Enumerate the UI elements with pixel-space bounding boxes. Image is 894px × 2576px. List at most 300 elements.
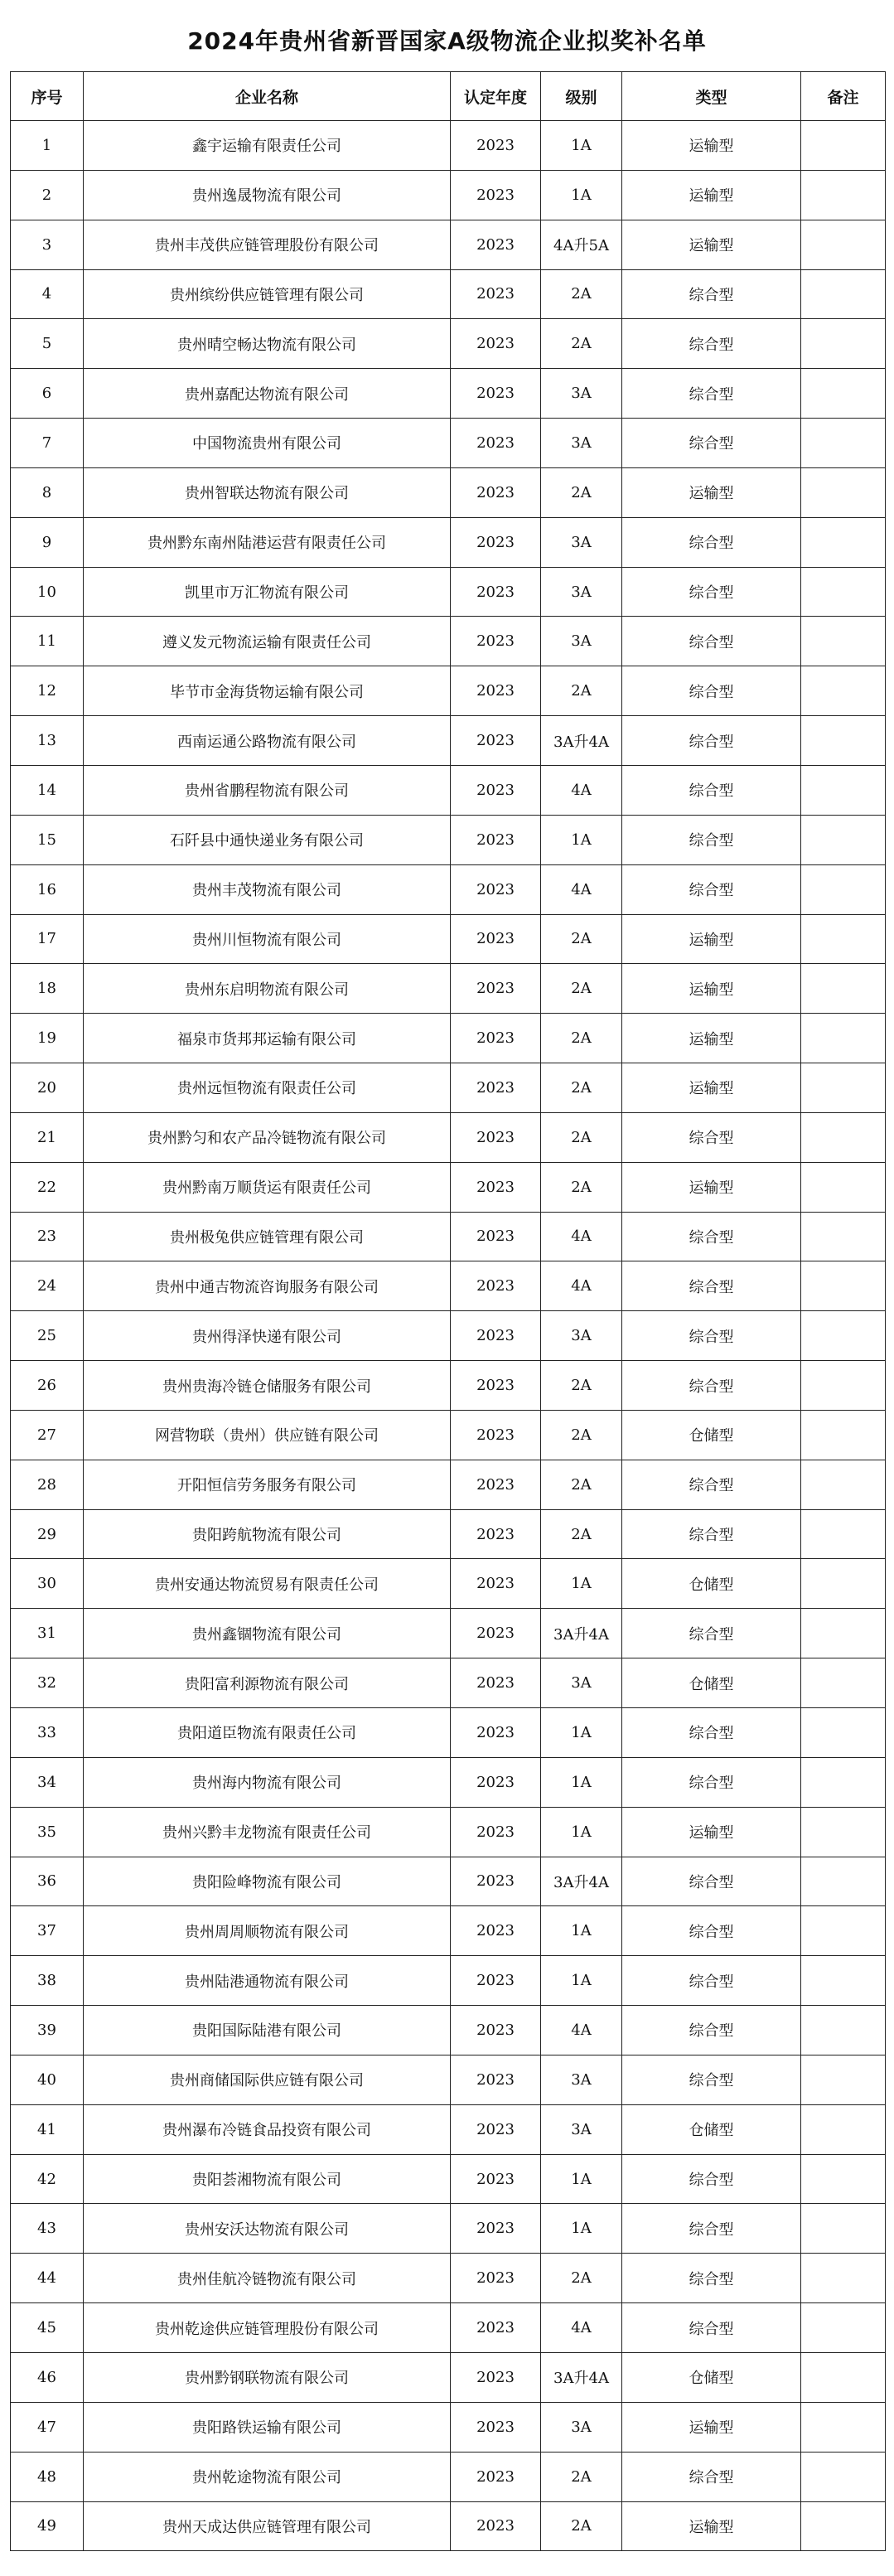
remarks-cell bbox=[801, 2104, 886, 2154]
remarks-cell bbox=[801, 170, 886, 220]
row-index-cell: 30 bbox=[11, 1559, 84, 1609]
type-cell: 综合型 bbox=[622, 815, 801, 864]
certified-year-cell: 2023 bbox=[451, 2254, 541, 2303]
table-row bbox=[11, 1509, 886, 1559]
remarks-cell bbox=[801, 2303, 886, 2353]
remarks-cell bbox=[801, 1956, 886, 2006]
table-row bbox=[11, 716, 886, 766]
level-cell: 3A bbox=[541, 2402, 622, 2452]
company-name-cell: 贵州丰茂供应链管理股份有限公司 bbox=[84, 220, 451, 269]
row-index-cell: 26 bbox=[11, 1361, 84, 1411]
table-row bbox=[11, 2303, 886, 2353]
company-name-cell: 贵州海内物流有限公司 bbox=[84, 1757, 451, 1807]
row-index-cell: 23 bbox=[11, 1212, 84, 1261]
row-index-cell: 47 bbox=[11, 2402, 84, 2452]
row-index-cell: 45 bbox=[11, 2303, 84, 2353]
company-name-cell: 贵州丰茂物流有限公司 bbox=[84, 864, 451, 914]
type-cell: 综合型 bbox=[622, 1212, 801, 1261]
row-index-cell: 37 bbox=[11, 1906, 84, 1956]
table-row bbox=[11, 517, 886, 567]
certified-year-cell: 2023 bbox=[451, 765, 541, 815]
table-row bbox=[11, 2204, 886, 2254]
table-row bbox=[11, 567, 886, 617]
company-name-cell: 贵阳国际陆港有限公司 bbox=[84, 2006, 451, 2055]
enterprise-list-table bbox=[10, 71, 886, 2551]
certified-year-cell: 2023 bbox=[451, 1807, 541, 1857]
certified-year-cell: 2023 bbox=[451, 864, 541, 914]
type-cell: 综合型 bbox=[622, 1460, 801, 1509]
level-cell: 2A bbox=[541, 666, 622, 716]
remarks-cell bbox=[801, 716, 886, 766]
row-index-cell: 33 bbox=[11, 1708, 84, 1758]
row-index-cell: 3 bbox=[11, 220, 84, 269]
certified-year-cell: 2023 bbox=[451, 1361, 541, 1411]
table-row bbox=[11, 1757, 886, 1807]
type-cell: 仓储型 bbox=[622, 1410, 801, 1460]
type-cell: 综合型 bbox=[622, 2452, 801, 2501]
table-row bbox=[11, 1906, 886, 1956]
certified-year-cell: 2023 bbox=[451, 2154, 541, 2204]
company-name-cell: 贵州天成达供应链管理有限公司 bbox=[84, 2501, 451, 2551]
certified-year-cell: 2023 bbox=[451, 2006, 541, 2055]
table-row bbox=[11, 2154, 886, 2204]
type-cell: 综合型 bbox=[622, 666, 801, 716]
company-name-cell: 贵州智联达物流有限公司 bbox=[84, 467, 451, 517]
table-row bbox=[11, 269, 886, 319]
row-index-cell: 34 bbox=[11, 1757, 84, 1807]
level-cell: 4A bbox=[541, 765, 622, 815]
type-cell: 综合型 bbox=[622, 617, 801, 666]
certified-year-cell: 2023 bbox=[451, 914, 541, 964]
level-cell: 1A bbox=[541, 1559, 622, 1609]
type-cell: 综合型 bbox=[622, 1509, 801, 1559]
table-row bbox=[11, 2055, 886, 2104]
row-index-cell: 32 bbox=[11, 1658, 84, 1708]
row-index-cell: 35 bbox=[11, 1807, 84, 1857]
company-name-cell: 贵州嘉配达物流有限公司 bbox=[84, 369, 451, 419]
certified-year-cell: 2023 bbox=[451, 1162, 541, 1212]
company-name-cell: 贵州周周顺物流有限公司 bbox=[84, 1906, 451, 1956]
company-name-cell: 贵州鑫锢物流有限公司 bbox=[84, 1609, 451, 1658]
level-cell: 1A bbox=[541, 170, 622, 220]
type-cell: 综合型 bbox=[622, 2055, 801, 2104]
type-cell: 运输型 bbox=[622, 914, 801, 964]
level-cell: 3A bbox=[541, 567, 622, 617]
type-cell: 运输型 bbox=[622, 2402, 801, 2452]
table-row bbox=[11, 1311, 886, 1361]
level-cell: 4A bbox=[541, 2303, 622, 2353]
remarks-cell bbox=[801, 1658, 886, 1708]
remarks-cell bbox=[801, 2254, 886, 2303]
remarks-cell bbox=[801, 1014, 886, 1063]
level-cell: 2A bbox=[541, 2452, 622, 2501]
remarks-cell bbox=[801, 517, 886, 567]
remarks-cell bbox=[801, 2352, 886, 2402]
table-row bbox=[11, 666, 886, 716]
level-cell: 1A bbox=[541, 1956, 622, 2006]
level-cell: 1A bbox=[541, 1708, 622, 1758]
company-name-cell: 贵州逸晟物流有限公司 bbox=[84, 170, 451, 220]
level-cell: 2A bbox=[541, 467, 622, 517]
company-name-cell: 贵州黔钢联物流有限公司 bbox=[84, 2352, 451, 2402]
remarks-cell bbox=[801, 1757, 886, 1807]
level-cell: 2A bbox=[541, 1460, 622, 1509]
type-cell: 综合型 bbox=[622, 1956, 801, 2006]
type-cell: 运输型 bbox=[622, 1014, 801, 1063]
certified-year-cell: 2023 bbox=[451, 2501, 541, 2551]
level-cell: 3A升4A bbox=[541, 1609, 622, 1658]
type-cell: 综合型 bbox=[622, 1361, 801, 1411]
certified-year-cell: 2023 bbox=[451, 319, 541, 369]
level-cell: 3A bbox=[541, 617, 622, 666]
table-row bbox=[11, 1014, 886, 1063]
type-cell: 综合型 bbox=[622, 716, 801, 766]
type-cell: 综合型 bbox=[622, 1757, 801, 1807]
company-name-cell: 贵阳险峰物流有限公司 bbox=[84, 1857, 451, 1906]
company-name-cell: 西南运通公路物流有限公司 bbox=[84, 716, 451, 766]
company-name-cell: 开阳恒信劳务服务有限公司 bbox=[84, 1460, 451, 1509]
type-cell: 综合型 bbox=[622, 1261, 801, 1311]
type-cell: 仓储型 bbox=[622, 2352, 801, 2402]
certified-year-cell: 2023 bbox=[451, 1014, 541, 1063]
level-cell: 3A升4A bbox=[541, 716, 622, 766]
company-name-cell: 石阡县中通快递业务有限公司 bbox=[84, 815, 451, 864]
remarks-cell bbox=[801, 864, 886, 914]
company-name-cell: 遵义发元物流运输有限责任公司 bbox=[84, 617, 451, 666]
row-index-cell: 44 bbox=[11, 2254, 84, 2303]
remarks-cell bbox=[801, 467, 886, 517]
table-row bbox=[11, 1361, 886, 1411]
certified-year-cell: 2023 bbox=[451, 2055, 541, 2104]
certified-year-cell: 2023 bbox=[451, 1757, 541, 1807]
certified-year-cell: 2023 bbox=[451, 617, 541, 666]
level-cell: 2A bbox=[541, 914, 622, 964]
company-name-cell: 凯里市万汇物流有限公司 bbox=[84, 567, 451, 617]
table-row bbox=[11, 1658, 886, 1708]
row-index-cell: 46 bbox=[11, 2352, 84, 2402]
table-row bbox=[11, 121, 886, 171]
row-index-cell: 21 bbox=[11, 1112, 84, 1162]
row-index-cell: 14 bbox=[11, 765, 84, 815]
row-index-cell: 19 bbox=[11, 1014, 84, 1063]
table-row bbox=[11, 2104, 886, 2154]
remarks-cell bbox=[801, 419, 886, 468]
certified-year-cell: 2023 bbox=[451, 1559, 541, 1609]
level-cell: 3A bbox=[541, 2055, 622, 2104]
table-row bbox=[11, 1956, 886, 2006]
table-row bbox=[11, 220, 886, 269]
table-row bbox=[11, 1112, 886, 1162]
table-row bbox=[11, 1460, 886, 1509]
company-name-cell: 贵阳荟湘物流有限公司 bbox=[84, 2154, 451, 2204]
certified-year-cell: 2023 bbox=[451, 1460, 541, 1509]
company-name-cell: 贵阳道臣物流有限责任公司 bbox=[84, 1708, 451, 1758]
type-cell: 运输型 bbox=[622, 121, 801, 171]
header-certified-year: 认定年度 bbox=[451, 72, 541, 121]
row-index-cell: 17 bbox=[11, 914, 84, 964]
certified-year-cell: 2023 bbox=[451, 666, 541, 716]
certified-year-cell: 2023 bbox=[451, 2452, 541, 2501]
level-cell: 4A bbox=[541, 864, 622, 914]
company-name-cell: 贵州安沃达物流有限公司 bbox=[84, 2204, 451, 2254]
level-cell: 2A bbox=[541, 1014, 622, 1063]
certified-year-cell: 2023 bbox=[451, 419, 541, 468]
remarks-cell bbox=[801, 1361, 886, 1411]
level-cell: 1A bbox=[541, 2204, 622, 2254]
type-cell: 综合型 bbox=[622, 319, 801, 369]
table-row bbox=[11, 1162, 886, 1212]
certified-year-cell: 2023 bbox=[451, 2104, 541, 2154]
level-cell: 3A bbox=[541, 517, 622, 567]
row-index-cell: 42 bbox=[11, 2154, 84, 2204]
level-cell: 3A bbox=[541, 369, 622, 419]
row-index-cell: 8 bbox=[11, 467, 84, 517]
remarks-cell bbox=[801, 1906, 886, 1956]
company-name-cell: 贵州商储国际供应链有限公司 bbox=[84, 2055, 451, 2104]
header-level: 级别 bbox=[541, 72, 622, 121]
certified-year-cell: 2023 bbox=[451, 1708, 541, 1758]
table-body bbox=[11, 121, 886, 2551]
company-name-cell: 贵州陆港通物流有限公司 bbox=[84, 1956, 451, 2006]
certified-year-cell: 2023 bbox=[451, 517, 541, 567]
remarks-cell bbox=[801, 1311, 886, 1361]
type-cell: 综合型 bbox=[622, 269, 801, 319]
type-cell: 综合型 bbox=[622, 2204, 801, 2254]
type-cell: 综合型 bbox=[622, 567, 801, 617]
header-remarks: 备注 bbox=[801, 72, 886, 121]
type-cell: 运输型 bbox=[622, 2501, 801, 2551]
level-cell: 2A bbox=[541, 1063, 622, 1113]
company-name-cell: 贵州安通达物流贸易有限责任公司 bbox=[84, 1559, 451, 1609]
type-cell: 综合型 bbox=[622, 1857, 801, 1906]
table-row bbox=[11, 1261, 886, 1311]
level-cell: 3A bbox=[541, 1658, 622, 1708]
remarks-cell bbox=[801, 1162, 886, 1212]
company-name-cell: 贵州兴黔丰龙物流有限责任公司 bbox=[84, 1807, 451, 1857]
table-row bbox=[11, 2452, 886, 2501]
level-cell: 2A bbox=[541, 964, 622, 1014]
level-cell: 3A bbox=[541, 1311, 622, 1361]
remarks-cell bbox=[801, 914, 886, 964]
remarks-cell bbox=[801, 1410, 886, 1460]
remarks-cell bbox=[801, 815, 886, 864]
table-row bbox=[11, 815, 886, 864]
type-cell: 仓储型 bbox=[622, 1658, 801, 1708]
level-cell: 2A bbox=[541, 1162, 622, 1212]
table-row bbox=[11, 617, 886, 666]
row-index-cell: 36 bbox=[11, 1857, 84, 1906]
level-cell: 2A bbox=[541, 1361, 622, 1411]
header-company-name: 企业名称 bbox=[84, 72, 451, 121]
certified-year-cell: 2023 bbox=[451, 2352, 541, 2402]
document-title: 2024年贵州省新晋国家A级物流企业拟奖补名单 bbox=[187, 27, 707, 55]
remarks-cell bbox=[801, 2452, 886, 2501]
level-cell: 1A bbox=[541, 1757, 622, 1807]
company-name-cell: 贵州远恒物流有限责任公司 bbox=[84, 1063, 451, 1113]
certified-year-cell: 2023 bbox=[451, 815, 541, 864]
table-row bbox=[11, 1212, 886, 1261]
level-cell: 3A bbox=[541, 419, 622, 468]
certified-year-cell: 2023 bbox=[451, 269, 541, 319]
type-cell: 运输型 bbox=[622, 467, 801, 517]
company-name-cell: 贵州川恒物流有限公司 bbox=[84, 914, 451, 964]
row-index-cell: 13 bbox=[11, 716, 84, 766]
row-index-cell: 10 bbox=[11, 567, 84, 617]
remarks-cell bbox=[801, 1460, 886, 1509]
row-index-cell: 40 bbox=[11, 2055, 84, 2104]
header-index: 序号 bbox=[11, 72, 84, 121]
company-name-cell: 贵州极兔供应链管理有限公司 bbox=[84, 1212, 451, 1261]
level-cell: 3A升4A bbox=[541, 1857, 622, 1906]
company-name-cell: 贵州乾途供应链管理股份有限公司 bbox=[84, 2303, 451, 2353]
remarks-cell bbox=[801, 2402, 886, 2452]
type-cell: 综合型 bbox=[622, 1708, 801, 1758]
remarks-cell bbox=[801, 567, 886, 617]
company-name-cell: 贵州缤纷供应链管理有限公司 bbox=[84, 269, 451, 319]
level-cell: 4A bbox=[541, 1261, 622, 1311]
company-name-cell: 贵州中通吉物流咨询服务有限公司 bbox=[84, 1261, 451, 1311]
remarks-cell bbox=[801, 220, 886, 269]
certified-year-cell: 2023 bbox=[451, 1956, 541, 2006]
row-index-cell: 27 bbox=[11, 1410, 84, 1460]
table-row bbox=[11, 1063, 886, 1113]
remarks-cell bbox=[801, 765, 886, 815]
remarks-cell bbox=[801, 1212, 886, 1261]
company-name-cell: 贵州黔东南州陆港运营有限责任公司 bbox=[84, 517, 451, 567]
row-index-cell: 12 bbox=[11, 666, 84, 716]
row-index-cell: 39 bbox=[11, 2006, 84, 2055]
table-row bbox=[11, 2254, 886, 2303]
row-index-cell: 28 bbox=[11, 1460, 84, 1509]
row-index-cell: 15 bbox=[11, 815, 84, 864]
remarks-cell bbox=[801, 964, 886, 1014]
table-row bbox=[11, 964, 886, 1014]
table-row bbox=[11, 1708, 886, 1758]
row-index-cell: 5 bbox=[11, 319, 84, 369]
type-cell: 综合型 bbox=[622, 2303, 801, 2353]
level-cell: 2A bbox=[541, 319, 622, 369]
certified-year-cell: 2023 bbox=[451, 1906, 541, 1956]
row-index-cell: 18 bbox=[11, 964, 84, 1014]
table-row bbox=[11, 1559, 886, 1609]
row-index-cell: 2 bbox=[11, 170, 84, 220]
row-index-cell: 1 bbox=[11, 121, 84, 171]
company-name-cell: 贵州黔南万顺货运有限责任公司 bbox=[84, 1162, 451, 1212]
type-cell: 仓储型 bbox=[622, 2104, 801, 2154]
level-cell: 4A bbox=[541, 2006, 622, 2055]
table-row bbox=[11, 419, 886, 468]
remarks-cell bbox=[801, 2204, 886, 2254]
certified-year-cell: 2023 bbox=[451, 369, 541, 419]
type-cell: 综合型 bbox=[622, 369, 801, 419]
type-cell: 综合型 bbox=[622, 765, 801, 815]
certified-year-cell: 2023 bbox=[451, 2204, 541, 2254]
certified-year-cell: 2023 bbox=[451, 1261, 541, 1311]
level-cell: 2A bbox=[541, 1410, 622, 1460]
row-index-cell: 48 bbox=[11, 2452, 84, 2501]
certified-year-cell: 2023 bbox=[451, 964, 541, 1014]
row-index-cell: 29 bbox=[11, 1509, 84, 1559]
company-name-cell: 福泉市货邦邦运输有限公司 bbox=[84, 1014, 451, 1063]
type-cell: 运输型 bbox=[622, 1807, 801, 1857]
remarks-cell bbox=[801, 1708, 886, 1758]
row-index-cell: 43 bbox=[11, 2204, 84, 2254]
certified-year-cell: 2023 bbox=[451, 567, 541, 617]
row-index-cell: 22 bbox=[11, 1162, 84, 1212]
type-cell: 仓储型 bbox=[622, 1559, 801, 1609]
type-cell: 运输型 bbox=[622, 1063, 801, 1113]
row-index-cell: 25 bbox=[11, 1311, 84, 1361]
level-cell: 2A bbox=[541, 1509, 622, 1559]
company-name-cell: 贵州佳航冷链物流有限公司 bbox=[84, 2254, 451, 2303]
row-index-cell: 4 bbox=[11, 269, 84, 319]
table-row bbox=[11, 765, 886, 815]
table-row bbox=[11, 1609, 886, 1658]
company-name-cell: 中国物流贵州有限公司 bbox=[84, 419, 451, 468]
company-name-cell: 网营物联（贵州）供应链有限公司 bbox=[84, 1410, 451, 1460]
level-cell: 2A bbox=[541, 2254, 622, 2303]
row-index-cell: 31 bbox=[11, 1609, 84, 1658]
certified-year-cell: 2023 bbox=[451, 2303, 541, 2353]
table-row bbox=[11, 2501, 886, 2551]
table-row bbox=[11, 2352, 886, 2402]
company-name-cell: 贵州黔匀和农产品冷链物流有限公司 bbox=[84, 1112, 451, 1162]
certified-year-cell: 2023 bbox=[451, 1112, 541, 1162]
company-name-cell: 贵阳富利源物流有限公司 bbox=[84, 1658, 451, 1708]
table-row bbox=[11, 864, 886, 914]
certified-year-cell: 2023 bbox=[451, 1311, 541, 1361]
table-row bbox=[11, 1857, 886, 1906]
type-cell: 综合型 bbox=[622, 419, 801, 468]
remarks-cell bbox=[801, 1559, 886, 1609]
level-cell: 2A bbox=[541, 1112, 622, 1162]
company-name-cell: 贵阳路铁运输有限公司 bbox=[84, 2402, 451, 2452]
certified-year-cell: 2023 bbox=[451, 170, 541, 220]
level-cell: 1A bbox=[541, 121, 622, 171]
remarks-cell bbox=[801, 1857, 886, 1906]
table-row bbox=[11, 467, 886, 517]
company-name-cell: 毕节市金海货物运输有限公司 bbox=[84, 666, 451, 716]
remarks-cell bbox=[801, 2154, 886, 2204]
type-cell: 综合型 bbox=[622, 1609, 801, 1658]
remarks-cell bbox=[801, 1609, 886, 1658]
level-cell: 4A bbox=[541, 1212, 622, 1261]
remarks-cell bbox=[801, 121, 886, 171]
table-row bbox=[11, 914, 886, 964]
type-cell: 运输型 bbox=[622, 964, 801, 1014]
level-cell: 3A bbox=[541, 2104, 622, 2154]
company-name-cell: 贵州贵海冷链仓储服务有限公司 bbox=[84, 1361, 451, 1411]
header-type: 类型 bbox=[622, 72, 801, 121]
row-index-cell: 11 bbox=[11, 617, 84, 666]
type-cell: 综合型 bbox=[622, 2154, 801, 2204]
certified-year-cell: 2023 bbox=[451, 1857, 541, 1906]
certified-year-cell: 2023 bbox=[451, 1410, 541, 1460]
row-index-cell: 9 bbox=[11, 517, 84, 567]
row-index-cell: 7 bbox=[11, 419, 84, 468]
row-index-cell: 20 bbox=[11, 1063, 84, 1113]
type-cell: 综合型 bbox=[622, 517, 801, 567]
level-cell: 4A升5A bbox=[541, 220, 622, 269]
certified-year-cell: 2023 bbox=[451, 467, 541, 517]
type-cell: 运输型 bbox=[622, 1162, 801, 1212]
table-row bbox=[11, 2006, 886, 2055]
level-cell: 3A升4A bbox=[541, 2352, 622, 2402]
certified-year-cell: 2023 bbox=[451, 1509, 541, 1559]
table-row bbox=[11, 369, 886, 419]
company-name-cell: 贵州乾途物流有限公司 bbox=[84, 2452, 451, 2501]
certified-year-cell: 2023 bbox=[451, 716, 541, 766]
